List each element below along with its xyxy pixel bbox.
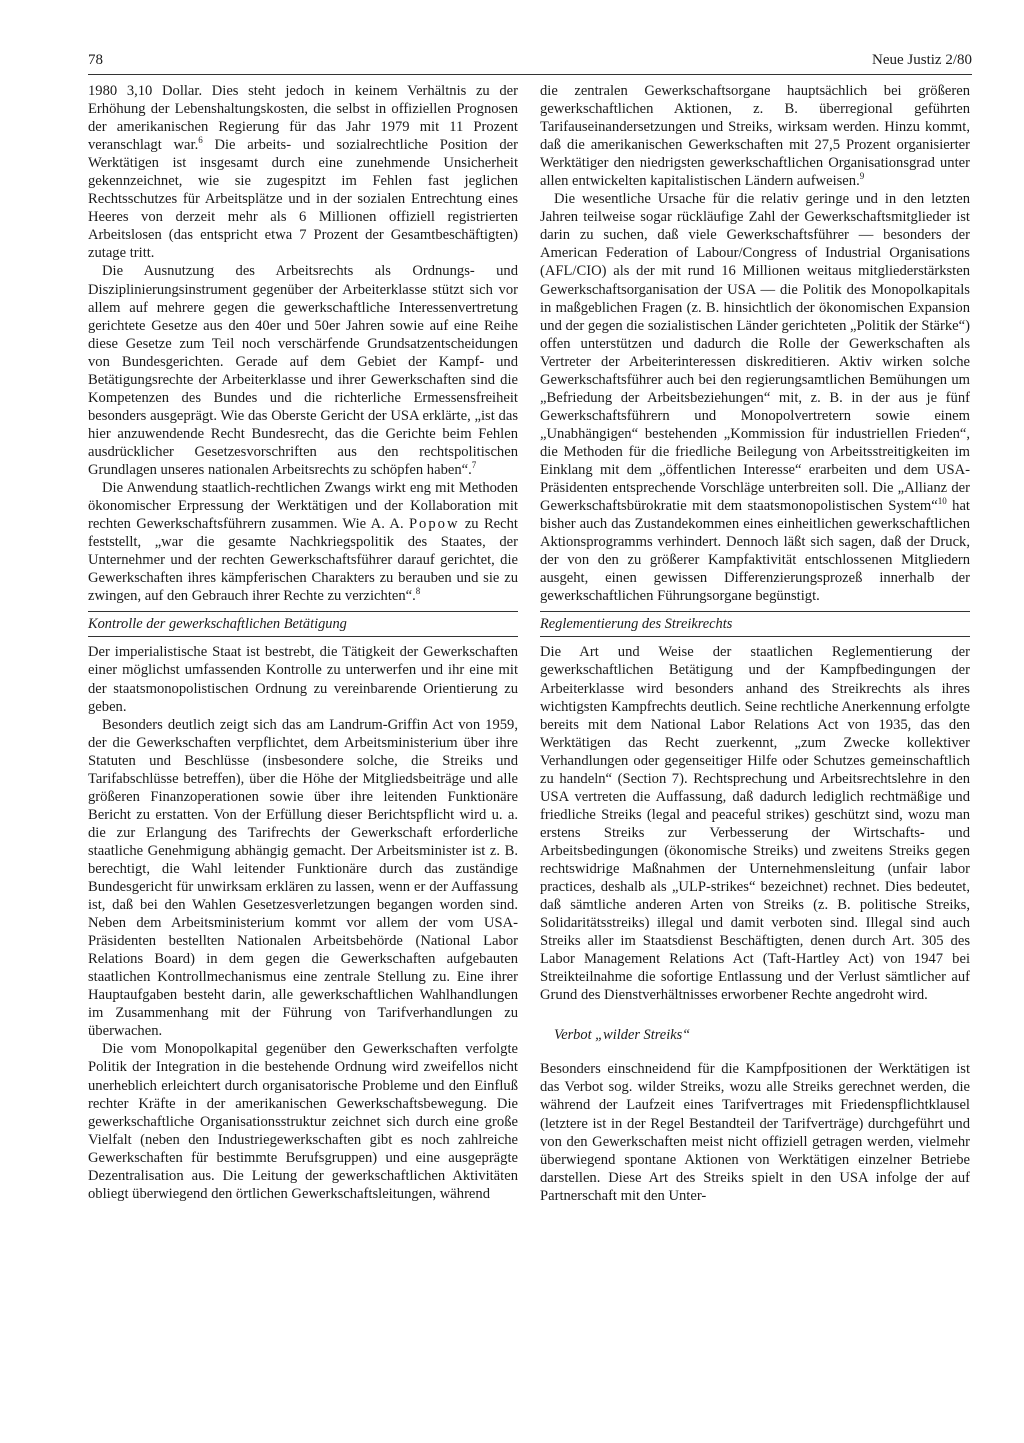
text: hat bisher auch das Zustandekommen eines einheitlichen gewerkschaftlichen Aktionsprogramms verhindert. Dennoch läßt sich sagen, daß der Druck, der von den zu größerer Kampfaktivität entschlossenen Mitgliedern ausgeht, einen gewissen Differenzierungsprozeß innerhalb der gewerkschaftlichen Führungsorgane begünstigt.	[540, 498, 970, 605]
journal-name: Neue Justiz 2/80	[872, 52, 972, 68]
paragraph	[540, 82, 970, 190]
footnote-ref: 6	[198, 135, 203, 146]
footnote-ref: 7	[471, 460, 477, 471]
page-number: 78	[88, 52, 103, 68]
left-column	[88, 82, 518, 1203]
section-heading: Kontrolle der gewerkschaftlichen Betätigung	[88, 611, 518, 637]
paragraph: Besonders einschneidend für die Kampfpositionen der Werktätigen ist das Verbot sog. wilder Streiks, wozu alle Streiks gerechnet werden, die während der Laufzeit eines Tarifvertrages mit Friedenspflichtklausel (letztere ist in der Regel Bestandteil der Tarifverträge) durchgeführt und von den Gewerkschaften meist nicht offiziell getragen werden, vielmehr überwiegend spontane Aktionen von Werktätigen einzelner Betriebe darstellen. Diese Art des Streiks spielt in den USA infolge der auf Partnerschaft mit den Unter-	[540, 1061, 970, 1204]
paragraph	[88, 82, 518, 262]
page-header	[88, 52, 972, 76]
text: Die Ausnutzung des Arbeitsrechts als Ordnungs- und Disziplinierungsinstrument gegenüber der Arbeiterklasse stützt sich vor allem auf mehrere gegen die gewerkschaftliche Interessenvertretung gerichtete Gesetze aus den 40er und 50er Jahren sowie auf eine Reihe diese Gesetze zum Teil noch verschärfende Grundsatzentscheidungen von Bundesgerichten. Gerade auf dem Gebiet der Kampf- und Betätigungsrechte der Arbeiterklasse und ihrer Gewerkschaften sind die Kompetenzen des Bundes und die richterliche Ermessensfreiheit besonders ausgeprägt. Wie das Oberste Gericht der USA erklärte, „ist das hier anzuwendende Recht Bundesrecht, das die Gerichte beim Fehlen ausdrücklicher Gesetzesvorschriften aus den rechtspolitischen Grundlagen unseres nationalen Arbeitsrechts zu schöpfen haben“.	[88, 263, 518, 478]
footnote-ref: 8	[415, 586, 421, 597]
text: die zentralen Gewerkschaftsorgane hauptsächlich bei größeren gewerkschaftlichen Aktionen, z. B. überregional geführten Tarifauseinandersetzungen und Streiks, wirksam werden. Hinzu kommt, daß die amerikanischen Gewerkschaften mit 27,5 Prozent organisierter Werktätiger den niedrigsten gewerkschaftlichen Organisationsgrad unter allen entwickelten kapitalistischen Ländern aufweisen.	[540, 83, 970, 190]
text: Die wesentliche Ursache für die relativ geringe und in den letzten Jahren teilweise sogar rückläufige Zahl der Gewerkschaftsmitglieder ist darin zu suchen, daß viele Gewerkschaftsführer — besonders der American Federation of Labour/Congress of Industrial Organisations (AFL/CIO) als der mit rund 16 Millionen weitaus mitgliederstärksten Gewerkschaftsorganisation der USA — die Politik des Monopolkapitals in maßgeblichen Fragen (z. B. hinsichtlich der ökonomischen Expansion und der gegen die sozialistischen Länder gerichteten „Politik der Stärke“) offen unterstützen und dadurch die Rolle der Gewerkschaften als Vertreter der Arbeiterinteressen diskreditieren. Aktiv wirken solche Gewerkschaftsführer auch bei den regierungsamtlichen Bemühungen um „Befriedung der Arbeitsbeziehungen“ mit, z. B. in der aus je fünf Gewerkschaftsführern und Monopolvertretern sowie einem „Unabhängigen“ bestehenden „Kommission für industriellen Frieden“, die Methoden für die friedliche Beilegung von Arbeitsstreitigkeiten im Einklang mit dem „öffentlichen Interesse“ erarbeiten und dem USA-Präsidenten entsprechende Vorschläge unterbreiten soll. Die „Allianz der Gewerkschaftsbürokratie mit dem staatsmonopolistischen System“	[540, 191, 970, 515]
paragraph	[540, 190, 970, 605]
paragraph: Der imperialistische Staat ist bestrebt, die Tätigkeit der Gewerkschaften einer möglichst umfassenden Kontrolle zu unterwerfen und ihr eine mit der staatsmonopolistischen Ordnung zu vereinbarende Orientierung zu geben.	[88, 644, 518, 715]
text: zu Recht feststellt, „war die gesamte Nachkriegspolitik des Staates, der Unternehmer und der rechten Gewerkschaftsführer darauf gerichtet, die Gewerkschaften ihres kämpferischen Charakters zu berauben und sie zu zwingen, auf den Gebrauch ihrer Rechte zu verzichten“.	[88, 516, 518, 605]
right-column	[540, 82, 970, 1205]
text: 1980 3,10 Dollar. Dies steht jedoch in keinem Verhältnis zu der Erhöhung der Lebenshaltungskosten, die selbst in offiziellen Prognosen der amerikanischen Regierung für das Jahr 1979 mit 11 Prozent veranschlagt war.	[88, 83, 518, 154]
paragraph: Die Art und Weise der staatlichen Reglementierung der gewerkschaftlichen Betätigung und der Kampfbedingungen der Arbeiterklasse wird besonders anhand des Streikrechts als ihres wichtigsten Kampfrechts deutlich. Seine rechtliche Anerkennung erfolgte bereits mit dem National Labor Relations Act von 1935, das den Werktätigen das Recht zuerkennt, „zum Zwecke kollektiver Verhandlungen oder gegenseitiger Hilfe oder Schutzes gemeinschaftlich zu handeln“ (Section 7). Rechtsprechung und Arbeitsrechtslehre in den USA vertreten die Auffassung, daß dadurch lediglich rechtmäßige und friedliche Streiks (legal and peaceful strikes) geschützt sind, wozu man erstens Streiks zur Verbesserung der Wirtschafts- und Arbeitsbedingungen (ökonomische Streiks) und zweitens Streiks gegen rechtswidrige Maßnahmen der Unternehmensleitung (unfair labor practices, deshalb als „ULP-strikes“ bezeichnet) rechnet. Dies bedeutet, daß sämtliche anderen Arten von Streiks (z. B. politische Streiks, Solidaritätsstreiks) illegal und damit verboten sind. Illegal sind auch Streiks aller im Staatsdienst Beschäftigten, denen durch Art. 305 des Labor Management Relations Act (Taft-Hartley Act) von 1947 bei Streikteilnahme die sofortige Entlassung und der Verlust sämtlicher auf Grund des Dienstverhältnisses erworbener Rechte angedroht wird.	[540, 644, 970, 1004]
text: Die Anwendung staatlich-rechtlichen Zwangs wirkt eng mit Methoden ökonomischer Erpressung der Werktätigen und der Kollaboration mit rechten Gewerkschaftsführern zusammen. Wie A. A.	[88, 480, 518, 533]
author-name: Popow	[408, 516, 460, 533]
header-rule	[88, 74, 972, 75]
subheading: Verbot „wilder Streiks“	[554, 1027, 691, 1044]
paragraph: Die vom Monopolkapital gegenüber den Gewerkschaften verfolgte Politik der Integration in die bestehende Ordnung wird zweifellos nicht unerheblich erleichtert durch organisatorische Probleme und den Einfluß rechter Kräfte in der amerikanischen Gewerkschaftsbewegung. Die gewerkschaftliche Organisationsstruktur zeichnet sich durch eine große Vielfalt (neben den Industriegewerkschaften gibt es noch zahlreiche Gewerkschaften für bestimmte Berufsgruppen) und eine ausgeprägte Dezentralisation aus. Die Leitung der gewerkschaftlichen Aktivitäten obliegt überwiegend den örtlichen Gewerkschaftsleitungen, während	[88, 1041, 518, 1202]
paragraph	[88, 262, 518, 479]
paragraph: Besonders deutlich zeigt sich das am Landrum-Griffin Act von 1959, der die Gewerkschaften verpflichtet, dem Arbeitsministerium über ihre Statuten und Beschlüsse (insbesondere solche, die Streiks und Tarifabschlüsse betreffen), über die Höhe der Mitgliedsbeiträge und alle größeren Finanzoperationen sowie über ihre leitenden Funktionäre Bericht zu erstatten. Von der Erfüllung dieser Berichtspflicht wird u. a. die zur Erlangung des Tarifrechts der Gewerkschaft erforderliche staatliche Genehmigung abhängig gemacht. Der Arbeitsminister ist z. B. berechtigt, die Wahl leitender Funktionäre durch das zuständige Bundesgericht für unwirksam erklären zu lassen, wenn er der Auffassung ist, daß bei den Wahlen Gesetzesverletzungen begangen worden sind. Neben dem Arbeitsministerium kommt vor allem der vom USA-Präsidenten bestellten Nationalen Arbeitsbehörde (National Labor Relations Board) in dem gegen die Gewerkschaften aufgebauten staatlichen Kontrollmechanismus eine zentrale Stellung zu. Eine ihrer Hauptaufgaben besteht darin, alle gewerkschaftlichen Wahlhandlungen im Zusammenhang mit der Führung von Tarifverhandlungen zu überwachen.	[88, 716, 518, 1040]
section-heading: Reglementierung des Streikrechts	[540, 611, 970, 637]
text: Die arbeits- und sozialrechtliche Position der Werktätigen ist insgesamt durch eine zunehmende Unsicherheit gekennzeichnet, wie sie zugespitzt im Fehlen fast jeglichen Rechtsschutzes für Arbeitsplätze und in der sozialen Entrechtung eines Heeres von derzeit mehr als 6 Millionen offiziell registrierten Arbeitslosen (das entspricht etwa 7 Prozent der Gesamtbeschäftigten) zutage tritt.	[88, 137, 518, 262]
paragraph	[88, 479, 518, 605]
footnote-ref: 10	[937, 496, 947, 507]
footnote-ref: 9	[859, 171, 865, 182]
